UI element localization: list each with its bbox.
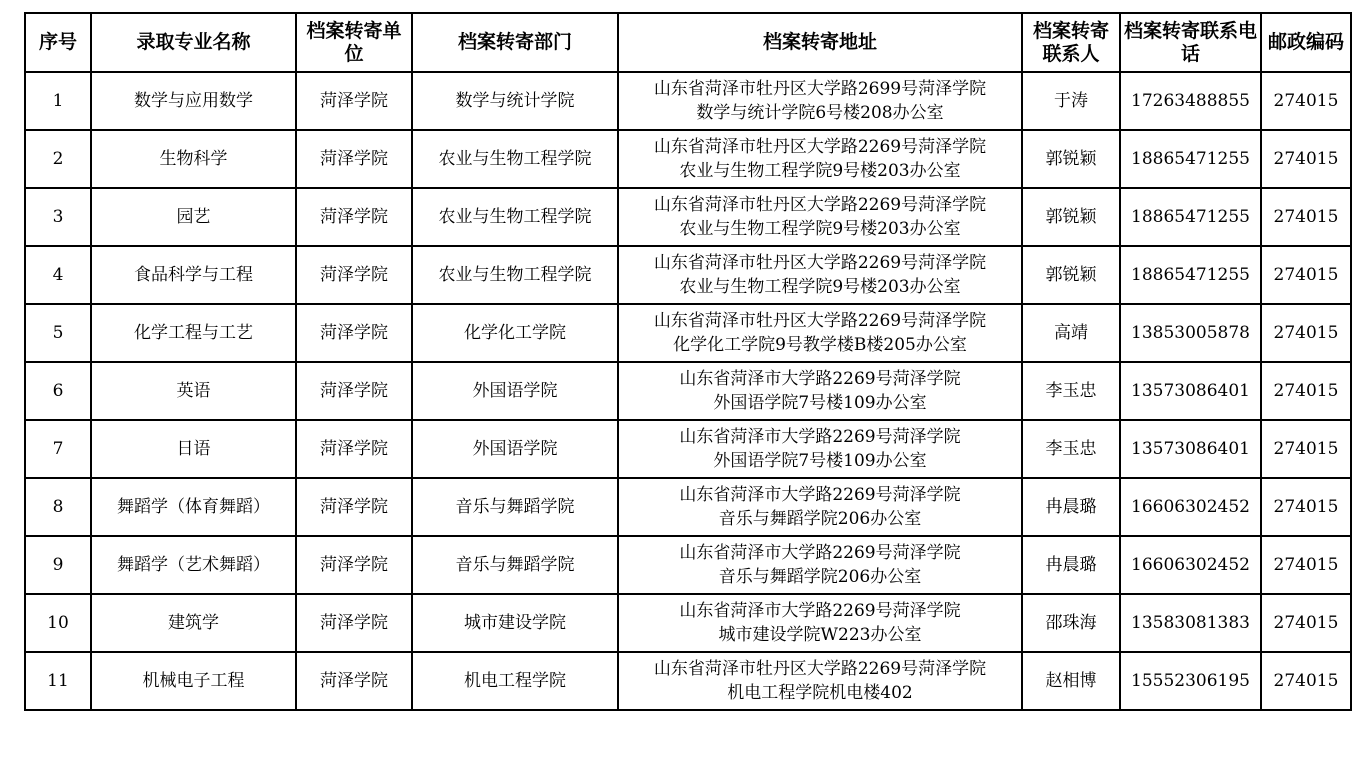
cell-major: 数学与应用数学 [91,72,296,130]
cell-major: 建筑学 [91,594,296,652]
cell-contact: 李玉忠 [1022,362,1120,420]
address-line-2: 数学与统计学院6号楼208办公室 [696,103,944,123]
cell-contact: 赵相博 [1022,652,1120,710]
cell-postcode: 274015 [1261,478,1351,536]
header-address: 档案转寄地址 [618,13,1022,72]
cell-major: 生物科学 [91,130,296,188]
archive-transfer-table [24,12,1352,711]
table-row [25,304,1351,362]
address-line-2: 化学化工学院9号教学楼B楼205办公室 [673,335,967,355]
cell-major: 舞蹈学（艺术舞蹈） [91,536,296,594]
address-line-1: 山东省菏泽市牡丹区大学路2269号菏泽学院 [653,195,987,215]
cell-contact: 李玉忠 [1022,420,1120,478]
address-line-2: 城市建设学院W223办公室 [718,625,922,645]
cell-major: 食品科学与工程 [91,246,296,304]
address-line-2: 外国语学院7号楼109办公室 [713,451,927,471]
cell-contact: 于涛 [1022,72,1120,130]
cell-phone: 17263488855 [1120,72,1261,130]
cell-address [618,362,1022,420]
table-row [25,246,1351,304]
header-unit: 档案转寄单位 [296,13,412,72]
cell-unit: 菏泽学院 [296,362,412,420]
cell-address [618,536,1022,594]
cell-phone: 18865471255 [1120,246,1261,304]
cell-dept: 农业与生物工程学院 [412,130,618,188]
table-row [25,188,1351,246]
cell-dept: 城市建设学院 [412,594,618,652]
cell-contact: 郭锐颖 [1022,246,1120,304]
cell-dept: 农业与生物工程学院 [412,246,618,304]
cell-unit: 菏泽学院 [296,536,412,594]
cell-address [618,246,1022,304]
cell-no: 10 [25,594,91,652]
cell-phone: 18865471255 [1120,188,1261,246]
cell-major: 园艺 [91,188,296,246]
header-postcode: 邮政编码 [1261,13,1351,72]
address-line-1: 山东省菏泽市大学路2269号菏泽学院 [679,369,961,389]
cell-major: 机械电子工程 [91,652,296,710]
cell-phone: 18865471255 [1120,130,1261,188]
cell-major: 英语 [91,362,296,420]
cell-address [618,130,1022,188]
cell-dept: 外国语学院 [412,420,618,478]
cell-contact: 郭锐颖 [1022,188,1120,246]
cell-dept: 外国语学院 [412,362,618,420]
address-line-1: 山东省菏泽市牡丹区大学路2269号菏泽学院 [653,311,987,331]
cell-no: 8 [25,478,91,536]
table-row [25,536,1351,594]
address-line-2: 农业与生物工程学院9号楼203办公室 [679,161,961,181]
header-phone: 档案转寄联系电话 [1120,13,1261,72]
cell-dept: 音乐与舞蹈学院 [412,478,618,536]
cell-contact: 高靖 [1022,304,1120,362]
cell-no: 2 [25,130,91,188]
table-row [25,130,1351,188]
cell-phone: 15552306195 [1120,652,1261,710]
cell-dept: 数学与统计学院 [412,72,618,130]
cell-postcode: 274015 [1261,304,1351,362]
address-line-1: 山东省菏泽市牡丹区大学路2269号菏泽学院 [653,253,987,273]
cell-postcode: 274015 [1261,246,1351,304]
address-line-2: 农业与生物工程学院9号楼203办公室 [679,277,961,297]
header-contact: 档案转寄联系人 [1022,13,1120,72]
cell-dept: 音乐与舞蹈学院 [412,536,618,594]
cell-unit: 菏泽学院 [296,72,412,130]
cell-no: 9 [25,536,91,594]
cell-address [618,652,1022,710]
cell-unit: 菏泽学院 [296,478,412,536]
cell-unit: 菏泽学院 [296,304,412,362]
cell-dept: 农业与生物工程学院 [412,188,618,246]
address-line-1: 山东省菏泽市牡丹区大学路2269号菏泽学院 [653,137,987,157]
cell-postcode: 274015 [1261,362,1351,420]
cell-address [618,478,1022,536]
cell-address [618,420,1022,478]
cell-unit: 菏泽学院 [296,188,412,246]
cell-major: 舞蹈学（体育舞蹈） [91,478,296,536]
cell-phone: 16606302452 [1120,536,1261,594]
cell-phone: 13573086401 [1120,420,1261,478]
table-row [25,478,1351,536]
cell-postcode: 274015 [1261,536,1351,594]
cell-phone: 13853005878 [1120,304,1261,362]
cell-phone: 13583081383 [1120,594,1261,652]
cell-no: 4 [25,246,91,304]
cell-no: 7 [25,420,91,478]
address-line-1: 山东省菏泽市牡丹区大学路2269号菏泽学院 [653,659,987,679]
header-major: 录取专业名称 [91,13,296,72]
table-row [25,594,1351,652]
cell-contact: 邵珠海 [1022,594,1120,652]
cell-contact: 冉晨璐 [1022,536,1120,594]
address-line-2: 机电工程学院机电楼402 [727,683,913,703]
table-row [25,362,1351,420]
cell-unit: 菏泽学院 [296,652,412,710]
cell-postcode: 274015 [1261,652,1351,710]
cell-dept: 机电工程学院 [412,652,618,710]
header-row [25,13,1351,72]
cell-postcode: 274015 [1261,130,1351,188]
cell-unit: 菏泽学院 [296,594,412,652]
address-line-2: 外国语学院7号楼109办公室 [713,393,927,413]
cell-postcode: 274015 [1261,594,1351,652]
cell-contact: 冉晨璐 [1022,478,1120,536]
cell-address [618,72,1022,130]
cell-address [618,304,1022,362]
cell-phone: 13573086401 [1120,362,1261,420]
cell-major: 化学工程与工艺 [91,304,296,362]
table-row [25,72,1351,130]
cell-contact: 郭锐颖 [1022,130,1120,188]
cell-postcode: 274015 [1261,188,1351,246]
cell-no: 6 [25,362,91,420]
address-line-1: 山东省菏泽市大学路2269号菏泽学院 [679,485,961,505]
address-line-1: 山东省菏泽市大学路2269号菏泽学院 [679,601,961,621]
cell-no: 5 [25,304,91,362]
cell-unit: 菏泽学院 [296,420,412,478]
cell-no: 3 [25,188,91,246]
address-line-1: 山东省菏泽市大学路2269号菏泽学院 [679,427,961,447]
cell-phone: 16606302452 [1120,478,1261,536]
cell-unit: 菏泽学院 [296,130,412,188]
table-body [25,72,1351,710]
header-dept: 档案转寄部门 [412,13,618,72]
address-line-2: 音乐与舞蹈学院206办公室 [718,567,922,587]
cell-address [618,594,1022,652]
address-line-1: 山东省菏泽市牡丹区大学路2699号菏泽学院 [653,79,987,99]
cell-postcode: 274015 [1261,420,1351,478]
cell-postcode: 274015 [1261,72,1351,130]
table-row [25,652,1351,710]
table-row [25,420,1351,478]
cell-dept: 化学化工学院 [412,304,618,362]
address-line-2: 农业与生物工程学院9号楼203办公室 [679,219,961,239]
address-line-1: 山东省菏泽市大学路2269号菏泽学院 [679,543,961,563]
cell-address [618,188,1022,246]
address-line-2: 音乐与舞蹈学院206办公室 [718,509,922,529]
cell-unit: 菏泽学院 [296,246,412,304]
table-header [25,13,1351,72]
cell-no: 1 [25,72,91,130]
cell-major: 日语 [91,420,296,478]
header-no: 序号 [25,13,91,72]
cell-no: 11 [25,652,91,710]
